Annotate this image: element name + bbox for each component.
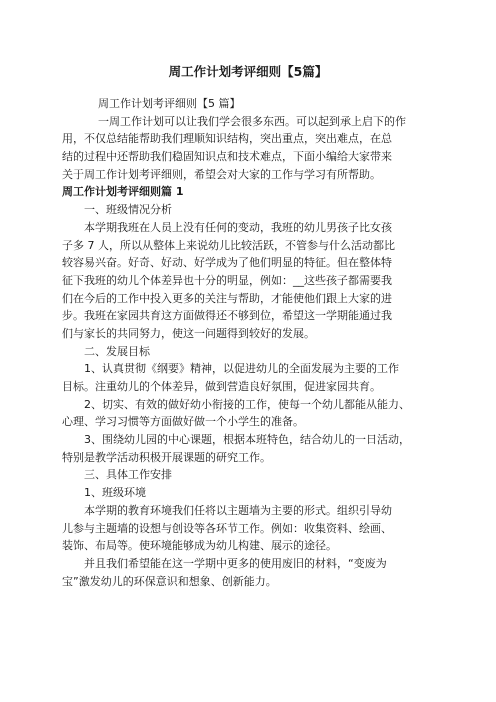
subheading-line: 二、发展目标 <box>84 344 150 358</box>
paragraph-line: 宝”激发幼儿的环保意识和想象、创新能力。 <box>62 574 277 588</box>
paragraph-line: 用，不仅总结能帮助我们理顺知识结构，突出重点，突出难点，在总 <box>62 132 392 146</box>
paragraph-line: 征下我班的幼儿个体差异也十分的明显，例如：__这些孩子都需要我 <box>62 273 392 287</box>
paragraph-line: 并且我们希望能在这一学期中更多的使用废旧的材料，“变废为 <box>84 556 387 570</box>
paragraph-line: 特别是教学活动积极开展课题的研究工作。 <box>62 450 271 464</box>
subheading-line: 1、班级环境 <box>84 486 146 500</box>
paragraph-line: 心理、学习习惯等方面做好做一个小学生的准备。 <box>62 415 304 429</box>
paragraph-line: 一周工作计划可以让我们学会很多东西。可以起到承上启下的作 <box>98 114 406 128</box>
subtitle-line: 周工作计划考评细则【5 篇】 <box>98 97 241 110</box>
paragraph-line: 关于周工作计划考评细则，希望会对大家的工作与学习有所帮助。 <box>62 167 381 181</box>
paragraph-line: 1、认真贯彻《纲要》精神，以促进幼儿的全面发展为主要的工作 <box>84 362 399 376</box>
paragraph-line: 目标。注重幼儿的个体差异，做到营造良好氛围，促进家园共育。 <box>62 380 381 393</box>
paragraph-line: 子多 7 人，所以从整体上来说幼儿比较活跃，不管参与什么活动都比 <box>62 238 395 252</box>
subheading-line: 三、具体工作安排 <box>84 468 172 482</box>
document-body <box>62 95 434 590</box>
paragraph-line: 儿参与主题墙的设想与创设等各环节工作。例如：收集资料、绘画、 <box>62 521 392 535</box>
paragraph-line: 2、切实、有效的做好幼小衔接的工作，使每一个幼儿都能从能力、 <box>84 397 410 411</box>
paragraph-line: 本学期的教育环境我们任将以主题墙为主要的形式。组织引导幼 <box>84 503 392 517</box>
paragraph-line: 本学期我班在人员上没有任何的变动，我班的幼儿男孩子比女孩 <box>84 220 392 234</box>
paragraph-line: 3、围绕幼儿园的中心课题，根据本班特色，结合幼儿的一日活动， <box>84 433 410 447</box>
paragraph-line: 结的过程中还帮助我们稳固知识点和技术难点，下面小编给大家带来 <box>62 150 392 164</box>
paragraph-line: 步。我班在家园共育这方面做得还不够到位，希望这一学期能通过我 <box>62 309 392 323</box>
section-heading: 周工作计划考评细则篇 1 <box>62 185 184 199</box>
paragraph-line: 装饰、布局等。使环境能够成为幼儿构建、展示的途径。 <box>62 539 337 553</box>
paragraph-line: 们在今后的工作中投入更多的关注与帮助，才能使他们跟上大家的进 <box>62 291 392 305</box>
paragraph-line: 们与家长的共同努力，使这一问题得到较好的发展。 <box>62 326 315 340</box>
paragraph-line: 较容易兴奋。好奇、好动、好学成为了他们明显的特征。但在整体特 <box>62 256 392 270</box>
subheading-line: 一、班级情况分析 <box>84 203 172 217</box>
document-title: 周工作计划考评细则【5篇】 <box>168 64 328 79</box>
